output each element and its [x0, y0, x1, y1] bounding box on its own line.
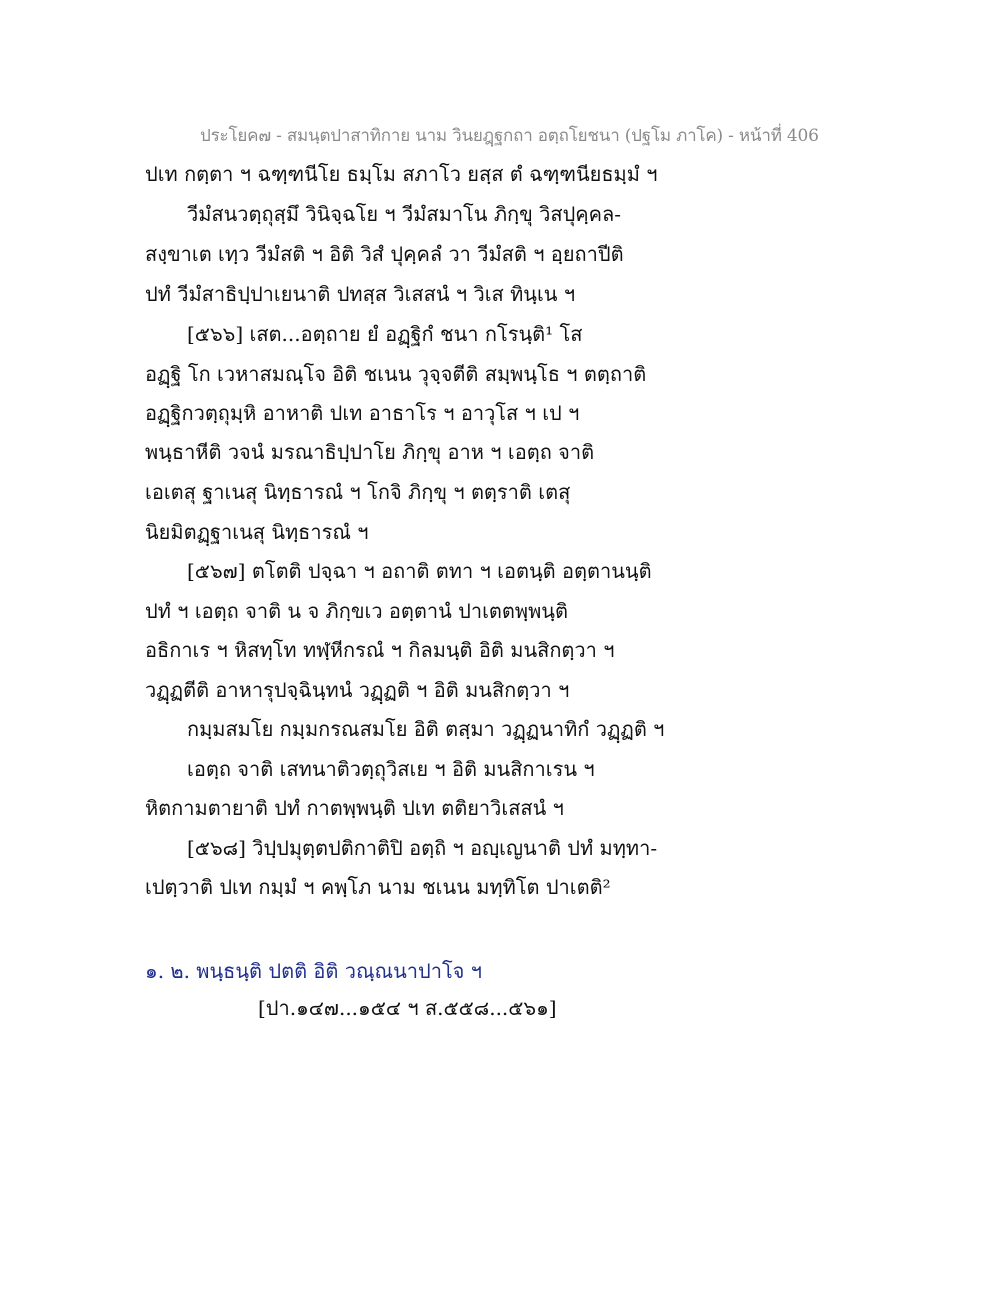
text-line: วฏฺฏตีติ อาหารุปจฺฉินฺทนํ วฏฺฏติ ฯ อิติ มนสิกตฺวา ฯ — [145, 678, 570, 702]
text-line: เอตฺถ จาติ เสทนาติวตฺถุวิสเย ฯ อิติ มนสิกาเรน ฯ — [187, 757, 595, 781]
text-line: [๕๖๘] วิปฺปมุตฺตปติกาติปิ อตฺถิ ฯ อญฺเญนาติ ปทํ มทฺทา- — [187, 836, 658, 860]
text-line: ปทํ ฯ เอตฺถ จาติ น จ ภิกฺขเว อตฺตานํ ปาเตตพฺพนฺติ — [145, 599, 568, 623]
text-line: อฏฺฐิกวตฺถุมฺหิ อาหาติ ปเท อาธาโร ฯ อาวุโส ฯ เป ฯ — [145, 401, 580, 425]
reference-citation: [ปา.๑๔๗...๑๕๔ ฯ ส.๕๕๘...๕๖๑] — [258, 996, 557, 1020]
text-line: กมฺมสมโย กมฺมกรณสมโย อิติ ตสฺมา วฏฺฏนาทิกํ วฏฺฏติ ฯ — [187, 717, 665, 741]
text-line: พนฺธาหีติ วจนํ มรณาธิปฺปาโย ภิกฺขุ อาห ฯ เอตฺถ จาติ — [145, 440, 595, 464]
text-line: วีมํสนวตฺถุสฺมึ วินิจฺฉโย ฯ วีมํสมาโน ภิกฺขุ วิสปุคฺคล- — [187, 202, 622, 226]
text-line: นิยมิตฏฺฐาเนสุ นิทฺธารณํ ฯ — [145, 520, 369, 544]
text-line: ปเท กตฺตา ฯ ฉฑฺฑนีโย ธมฺโม สภาโว ยสฺส ตํ ฉฑฺฑนียธมฺมํ ฯ — [145, 162, 658, 186]
text-line: เปตฺวาติ ปเท กมฺมํ ฯ คพฺโภ นาม ชเนน มทฺทิโต ปาเตติ² — [145, 875, 611, 899]
text-line: อธิกาเร ฯ หิสทฺโท ทฬฺหีกรณํ ฯ กิลมนฺติ อิติ มนสิกตฺวา ฯ — [145, 638, 615, 662]
text-line: ปทํ วีมํสาธิปฺปาเยนาติ ปทสฺส วิเสสนํ ฯ วิเส ทินฺเน ฯ — [145, 282, 576, 306]
text-line: สงฺขาเต เทฺว วีมํสติ ฯ อิติ วิสํ ปุคฺคลํ วา วีมํสติ ฯ อฺยถาปีติ — [145, 242, 624, 266]
text-line: [๕๖๗] ตโตติ ปจฺฉา ฯ อถาติ ตทา ฯ เอตนฺติ อตฺตานนฺติ — [187, 559, 652, 583]
text-line: หิตกามตายาติ ปทํ กาตพฺพนฺติ ปเท ตติยาวิเสสนํ ฯ — [145, 796, 564, 820]
footnote: ๑. ๒. พนฺธนฺติ ปตติ อิติ วณฺณนาปาโจ ฯ — [145, 959, 482, 983]
text-line: [๕๖๖] เสต...อตฺถาย ยํ อฏฺฐิกํ ชนา กโรนฺติ¹ โส — [187, 322, 583, 346]
text-line: อฏฺฐิ โก เวหาสมณฺโจ อิติ ชเนน วุจฺจตีติ สมฺพนฺโธ ฯ ตตฺถาติ — [145, 362, 647, 386]
text-line: เอเตสุ ฐาเนสุ นิทฺธารณํ ฯ โกจิ ภิกฺขุ ฯ ตตฺราติ เตสุ — [145, 480, 571, 504]
page-header: ประโยค๗ - สมนฺตปาสาทิกาย นาม วินยฎฺฐกถา อตฺถโยชนา (ปฐโม ภาโค) - หน้าที่ 406 — [200, 126, 819, 146]
